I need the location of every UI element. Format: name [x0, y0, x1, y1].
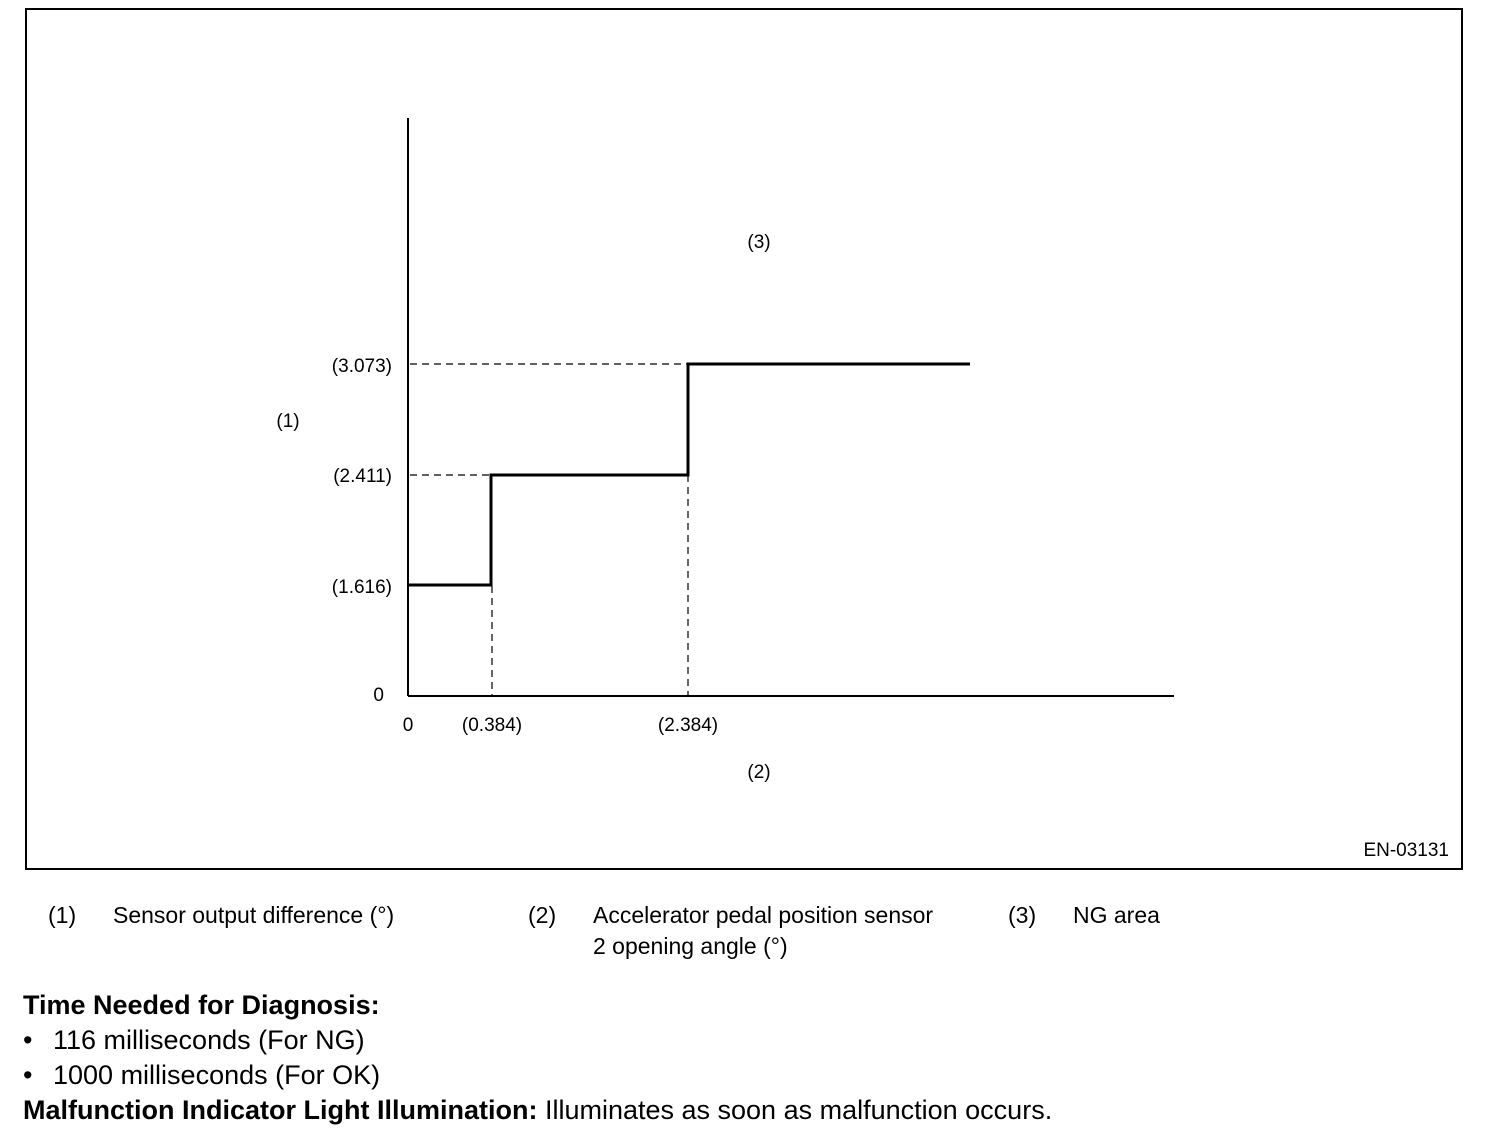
figure-code: EN-03131	[1363, 840, 1449, 861]
mil-text: Illuminates as soon as malfunction occurs.	[537, 1095, 1053, 1125]
bullet-item	[23, 1058, 1052, 1093]
x-axis-label: (2)	[747, 762, 771, 783]
y-axis-label: (1)	[276, 411, 300, 432]
x-origin: 0	[402, 715, 414, 736]
y-tick-2411: (2.411)	[333, 466, 392, 487]
bullet-item	[23, 1023, 1052, 1058]
mil-heading: Malfunction Indicator Light Illumination:	[23, 1095, 538, 1125]
x-tick-0384: (0.384)	[461, 715, 523, 736]
time-heading: Time Needed for Diagnosis:	[23, 990, 380, 1020]
bullet-text: 1000 milliseconds (For OK)	[53, 1060, 381, 1090]
legend-text	[593, 900, 993, 962]
mil-line	[23, 1093, 1052, 1128]
legend-num: (3)	[1008, 902, 1037, 928]
diagnosis-section	[23, 988, 1052, 1128]
legend-text	[113, 900, 513, 931]
legend-num: (1)	[48, 902, 77, 928]
y-origin: 0	[373, 685, 384, 706]
bullet-dot: •	[23, 1060, 33, 1090]
ng-area-label: (3)	[747, 232, 771, 253]
step-curve	[408, 364, 970, 585]
bullet-text: 116 milliseconds (For NG)	[53, 1025, 365, 1055]
legend-text-line: Sensor output difference (°)	[113, 902, 395, 928]
bullet-dot: •	[23, 1025, 33, 1055]
x-tick-2384: (2.384)	[657, 715, 719, 736]
legend-num: (2)	[528, 902, 557, 928]
y-tick-3073: (3.073)	[331, 356, 392, 377]
legend-text-line: NG area	[1073, 902, 1160, 928]
y-tick-1616: (1.616)	[331, 577, 392, 598]
legend-text-line: 2 opening angle (°)	[593, 933, 788, 959]
legend-text-line: Accelerator pedal position sensor	[593, 902, 934, 928]
legend-text	[1073, 900, 1473, 931]
